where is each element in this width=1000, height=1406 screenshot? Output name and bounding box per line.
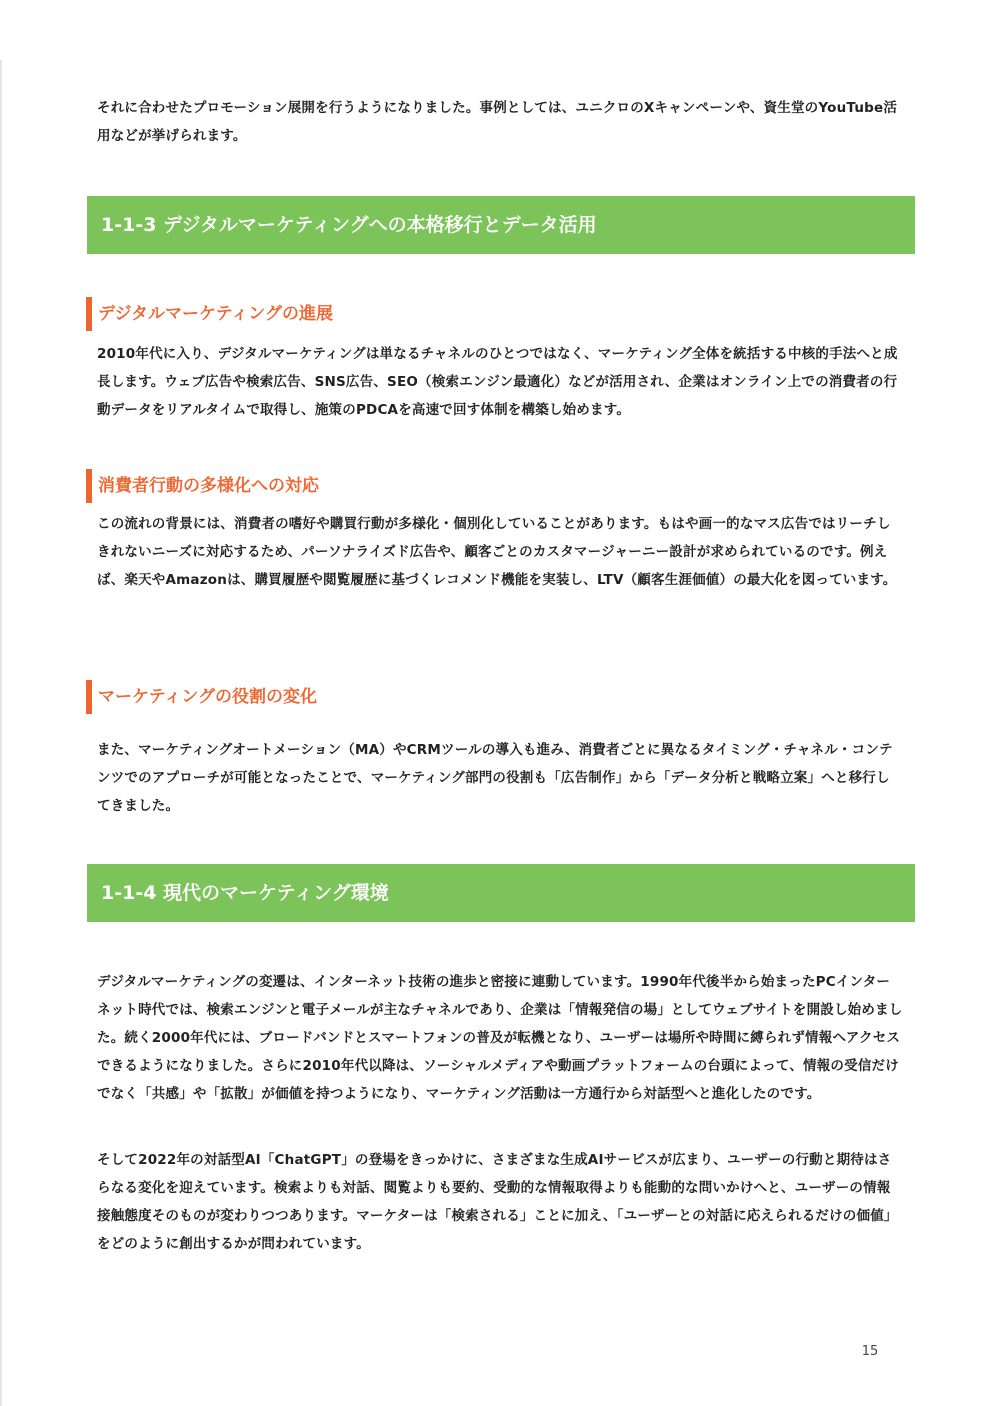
- subheading-marketing-role-change: [86, 680, 686, 714]
- section-banner-1-1-3: [87, 196, 915, 254]
- subheading-accent-bar: [86, 469, 92, 503]
- paragraph-digital-marketing-progress: 2010年代に入り、デジタルマーケティングは単なるチャネルのひとつではなく、マーケティング全体を統括する中核的手法へと成長します。ウェブ広告や検索広告、SNS広告、SEO（検索エンジン最適化）などが活用され、企業はオンライン上での消費者の行動データをリアルタイムで取得し、施策のPDCAを高速で回す体制を構築し始めます。: [97, 346, 898, 418]
- subheading-digital-marketing-progress: [86, 297, 686, 331]
- subheading-accent-bar: [86, 297, 92, 331]
- page-number: 15: [861, 1344, 879, 1359]
- subheading-accent-bar: [86, 680, 92, 714]
- paragraph-generative-ai: そして2022年の対話型AI「ChatGPT」の登場をきっかけに、さまざまな生成AIサービスが広まり、ユーザーの行動と期待はさらなる変化を迎えています。検索よりも対話、閲覧よりも要約、受動的な情報取得よりも能動的な問いかけへと、ユーザーの情報接触態度そのものが変わりつつあります。マーケターは「検索される」ことに加え、「ユーザーとの対話に応えられるだけの価値」をどのように創出するかが問われています。: [97, 1152, 898, 1252]
- page-edge-rule: [0, 60, 2, 1406]
- subheading-text: マーケティングの役割の変化: [98, 687, 317, 707]
- section-title: 1-1-4 現代のマーケティング環境: [101, 882, 389, 904]
- paragraph-digital-evolution: デジタルマーケティングの変遷は、インターネット技術の進歩と密接に連動しています。1990年代後半から始まったPCインターネット時代では、検索エンジンと電子メールが主なチャネルであり、企業は「情報発信の場」としてウェブサイトを開設し始めました。続く2000年代には、ブロードバンドとスマートフォンの普及が転機となり、ユーザーは場所や時間に縛られず情報へアクセスできるようになりました。さらに2010年代以降は、ソーシャルメディアや動画プラットフォームの台頭によって、情報の受信だけでなく「共感」や「拡散」が価値を持つようになり、マーケティング活動は一方通行から対話型へと進化したのです。: [97, 974, 903, 1102]
- paragraph-marketing-role-change: また、マーケティングオートメーション（MA）やCRMツールの導入も進み、消費者ごとに異なるタイミング・チャネル・コンテンツでのアプローチが可能となったことで、マーケティング部門の役割も「広告制作」から「データ分析と戦略立案」へと移行してきました。: [97, 742, 893, 814]
- subheading-text: 消費者行動の多様化への対応: [98, 476, 319, 496]
- subheading-text: デジタルマーケティングの進展: [98, 304, 333, 324]
- section-banner-1-1-4: [87, 864, 915, 922]
- paragraph-consumer-behavior: この流れの背景には、消費者の嗜好や購買行動が多様化・個別化していることがあります。もはや画一的なマス広告ではリーチしきれないニーズに対応するため、パーソナライズド広告や、顧客ごとのカスタマージャーニー設計が求められているのです。例えば、楽天やAmazonは、購買履歴や閲覧履歴に基づくレコメンド機能を実装し、LTV（顧客生涯価値）の最大化を図っています。: [97, 516, 897, 588]
- section-title: 1-1-3 デジタルマーケティングへの本格移行とデータ活用: [101, 214, 597, 236]
- intro-paragraph: それに合わせたプロモーション展開を行うようになりました。事例としては、ユニクロのXキャンペーンや、資生堂のYouTube活用などが挙げられます。: [97, 100, 898, 144]
- subheading-consumer-behavior: [86, 469, 686, 503]
